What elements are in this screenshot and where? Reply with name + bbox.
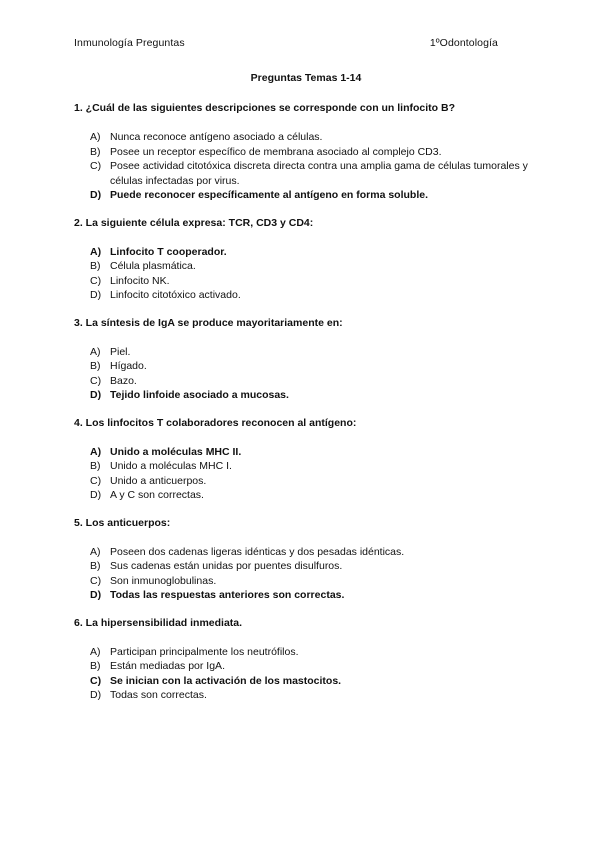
option-letter: A) (90, 545, 101, 558)
option-d (74, 388, 534, 403)
option-letter: B) (90, 460, 101, 472)
option-text: Participan principalmente los neutrófilos. (110, 645, 299, 658)
option-text: Puede reconocer específicamente al antígeno en forma soluble. (110, 189, 429, 201)
question-4 (74, 416, 534, 516)
page-header (74, 37, 498, 49)
option-letter: C) (90, 274, 102, 287)
option-d (74, 688, 534, 703)
option-a (74, 245, 534, 260)
option-a (74, 130, 534, 145)
option-letter: B) (90, 660, 101, 672)
question-6 (74, 616, 534, 703)
option-text: Todas son correctas. (110, 689, 207, 701)
option-letter: C) (90, 474, 102, 487)
option-text: Unido a moléculas MHC II. (110, 445, 242, 458)
question-5 (74, 516, 534, 616)
option-c (74, 159, 534, 188)
option-a (74, 345, 534, 360)
option-letter: A) (90, 445, 102, 458)
option-text: Están mediadas por IgA. (110, 660, 225, 672)
option-text: Piel. (110, 345, 131, 358)
question-1 (74, 101, 534, 216)
question-2 (74, 216, 534, 316)
option-letter: A) (90, 645, 101, 658)
option-letter: D) (90, 289, 102, 301)
option-letter: D) (90, 489, 102, 501)
option-text: Linfocito NK. (110, 274, 170, 287)
question-3 (74, 316, 534, 416)
option-letter: D) (90, 589, 102, 601)
option-letter: A) (90, 345, 101, 358)
option-text: Célula plasmática. (110, 260, 196, 272)
option-text: Unido a anticuerpos. (110, 474, 207, 487)
option-text: Hígado. (110, 360, 147, 372)
option-c (74, 274, 534, 289)
header-course: Inmunología Preguntas (74, 37, 185, 49)
option-letter: C) (90, 574, 102, 587)
question-title: 5. Los anticuerpos: (74, 516, 171, 529)
option-a (74, 545, 534, 560)
option-letter: A) (90, 131, 101, 143)
option-text: Posee actividad citotóxica discreta directa contra una amplia gama de células tumorales y células infectadas por virus. (110, 160, 528, 187)
option-text: Tejido linfoide asociado a mucosas. (110, 389, 289, 401)
option-text: Todas las respuestas anteriores son correctas. (110, 589, 345, 601)
option-letter: D) (90, 389, 102, 401)
option-c (74, 574, 534, 589)
option-text: Bazo. (110, 374, 137, 387)
option-text: A y C son correctas. (110, 489, 204, 501)
option-b (74, 145, 534, 160)
option-letter: B) (90, 360, 101, 372)
option-list (74, 445, 534, 503)
question-title: 4. Los linfocitos T colaboradores reconocen al antígeno: (74, 416, 357, 429)
option-text: Nunca reconoce antígeno asociado a células. (110, 131, 323, 143)
option-text: Unido a moléculas MHC I. (110, 460, 232, 472)
option-b (74, 259, 534, 274)
option-letter: D) (90, 189, 102, 201)
option-b (74, 659, 534, 674)
option-letter: C) (90, 160, 102, 172)
option-text: Posee un receptor específico de membrana asociado al complejo CD3. (110, 145, 442, 158)
option-letter: B) (90, 260, 101, 272)
option-text: Linfocito citotóxico activado. (110, 289, 241, 301)
page-title: Preguntas Temas 1-14 (250, 72, 362, 84)
question-title: 3. La síntesis de IgA se produce mayoritariamente en: (74, 316, 343, 329)
option-text: Poseen dos cadenas ligeras idénticas y dos pesadas idénticas. (110, 545, 405, 558)
option-text: Se inician con la activación de los mastocitos. (110, 674, 342, 687)
option-list (74, 130, 534, 203)
question-title: 2. La siguiente célula expresa: TCR, CD3 y CD4: (74, 216, 314, 229)
option-list (74, 545, 534, 603)
option-text: Linfocito T cooperador. (110, 245, 227, 258)
option-d (74, 488, 534, 503)
option-d (74, 588, 534, 603)
option-letter: C) (90, 374, 102, 387)
option-letter: B) (90, 145, 101, 158)
option-c (74, 374, 534, 389)
option-d (74, 188, 534, 203)
option-letter: B) (90, 560, 101, 572)
header-degree: 1ºOdontología (429, 37, 498, 49)
option-list (74, 245, 534, 303)
option-d (74, 288, 534, 303)
question-title: 1. ¿Cuál de las siguientes descripciones se corresponde con un linfocito B? (74, 102, 456, 114)
option-list (74, 345, 534, 403)
option-text: Sus cadenas están unidas por puentes disulfuros. (110, 560, 343, 572)
option-b (74, 359, 534, 374)
question-list (74, 101, 534, 703)
option-letter: D) (90, 689, 102, 701)
option-list (74, 645, 534, 703)
option-a (74, 645, 534, 660)
option-a (74, 445, 534, 460)
option-c (74, 674, 534, 689)
option-c (74, 474, 534, 489)
option-letter: A) (90, 245, 102, 258)
option-letter: C) (90, 674, 102, 687)
option-text: Son inmunoglobulinas. (110, 574, 217, 587)
option-b (74, 459, 534, 474)
option-b (74, 559, 534, 574)
question-title: 6. La hipersensibilidad inmediata. (74, 616, 243, 629)
